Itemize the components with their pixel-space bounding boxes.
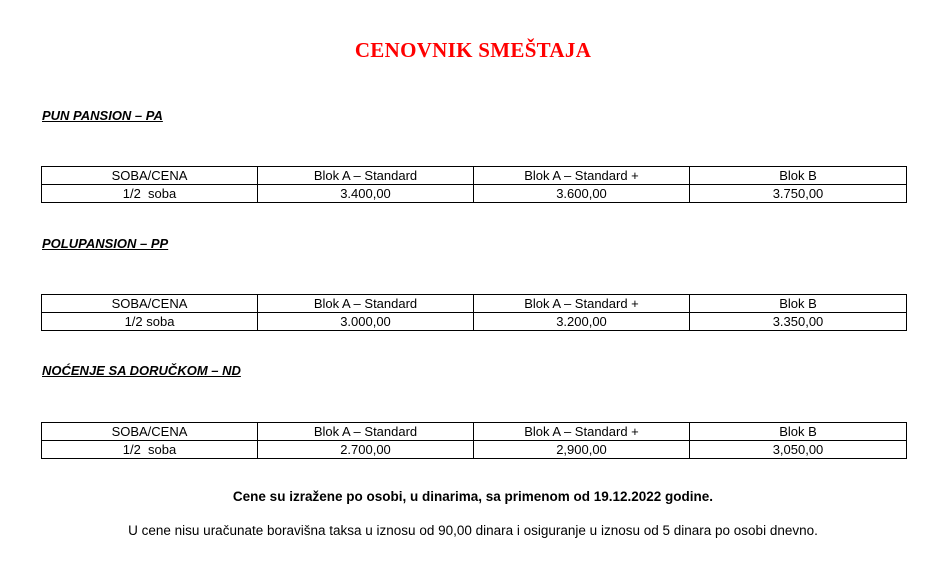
table-row	[42, 313, 907, 331]
header-blok-a-standard: Blok A – Standard	[258, 167, 474, 185]
header-blok-b: Blok B	[690, 423, 907, 441]
header-blok-a-standard-plus: Blok A – Standard +	[474, 167, 690, 185]
cell-blok-a-standard-plus: 2,900,00	[474, 441, 690, 459]
price-table-pun-pansion	[41, 166, 907, 203]
cell-blok-a-standard: 3.400,00	[258, 185, 474, 203]
header-soba-cena: SOBA/CENA	[42, 167, 258, 185]
cell-room: 1/2 soba	[42, 313, 258, 331]
header-blok-b: Blok B	[690, 295, 907, 313]
section-heading-pun-pansion: PUN PANSION – PA	[42, 108, 163, 123]
cell-blok-a-standard-plus: 3.200,00	[474, 313, 690, 331]
header-blok-a-standard: Blok A – Standard	[258, 423, 474, 441]
cell-blok-b: 3.750,00	[690, 185, 907, 203]
table-row	[42, 441, 907, 459]
cell-blok-b: 3.350,00	[690, 313, 907, 331]
header-blok-a-standard-plus: Blok A – Standard +	[474, 423, 690, 441]
header-soba-cena: SOBA/CENA	[42, 295, 258, 313]
cell-blok-a-standard: 2.700,00	[258, 441, 474, 459]
table-header-row	[42, 167, 907, 185]
table-header-row	[42, 423, 907, 441]
table-header-row	[42, 295, 907, 313]
price-table-polupansion	[41, 294, 907, 331]
table-row	[42, 185, 907, 203]
section-heading-polupansion: POLUPANSION – PP	[42, 236, 169, 251]
cell-room: 1/2 soba	[42, 441, 258, 459]
tax-note: U cene nisu uračunate boravišna taksa u iznosu od 90,00 dinara i osiguranje u iznosu od 5 dinara po osobi dnevno.	[128, 523, 818, 538]
header-blok-a-standard-plus: Blok A – Standard +	[474, 295, 690, 313]
cell-blok-a-standard: 3.000,00	[258, 313, 474, 331]
page-title: CENOVNIK SMEŠTAJA	[354, 38, 592, 62]
header-blok-a-standard: Blok A – Standard	[258, 295, 474, 313]
cell-room: 1/2 soba	[42, 185, 258, 203]
section-heading-nocenje-sa-doruckom: NOĆENJE SA DORUČKOM – ND	[42, 363, 241, 378]
header-soba-cena: SOBA/CENA	[42, 423, 258, 441]
price-table-nocenje-sa-doruckom	[41, 422, 907, 459]
cell-blok-b: 3,050,00	[690, 441, 907, 459]
price-note: Cene su izražene po osobi, u dinarima, sa primenom od 19.12.2022 godine.	[232, 489, 714, 504]
cell-blok-a-standard-plus: 3.600,00	[474, 185, 690, 203]
header-blok-b: Blok B	[690, 167, 907, 185]
